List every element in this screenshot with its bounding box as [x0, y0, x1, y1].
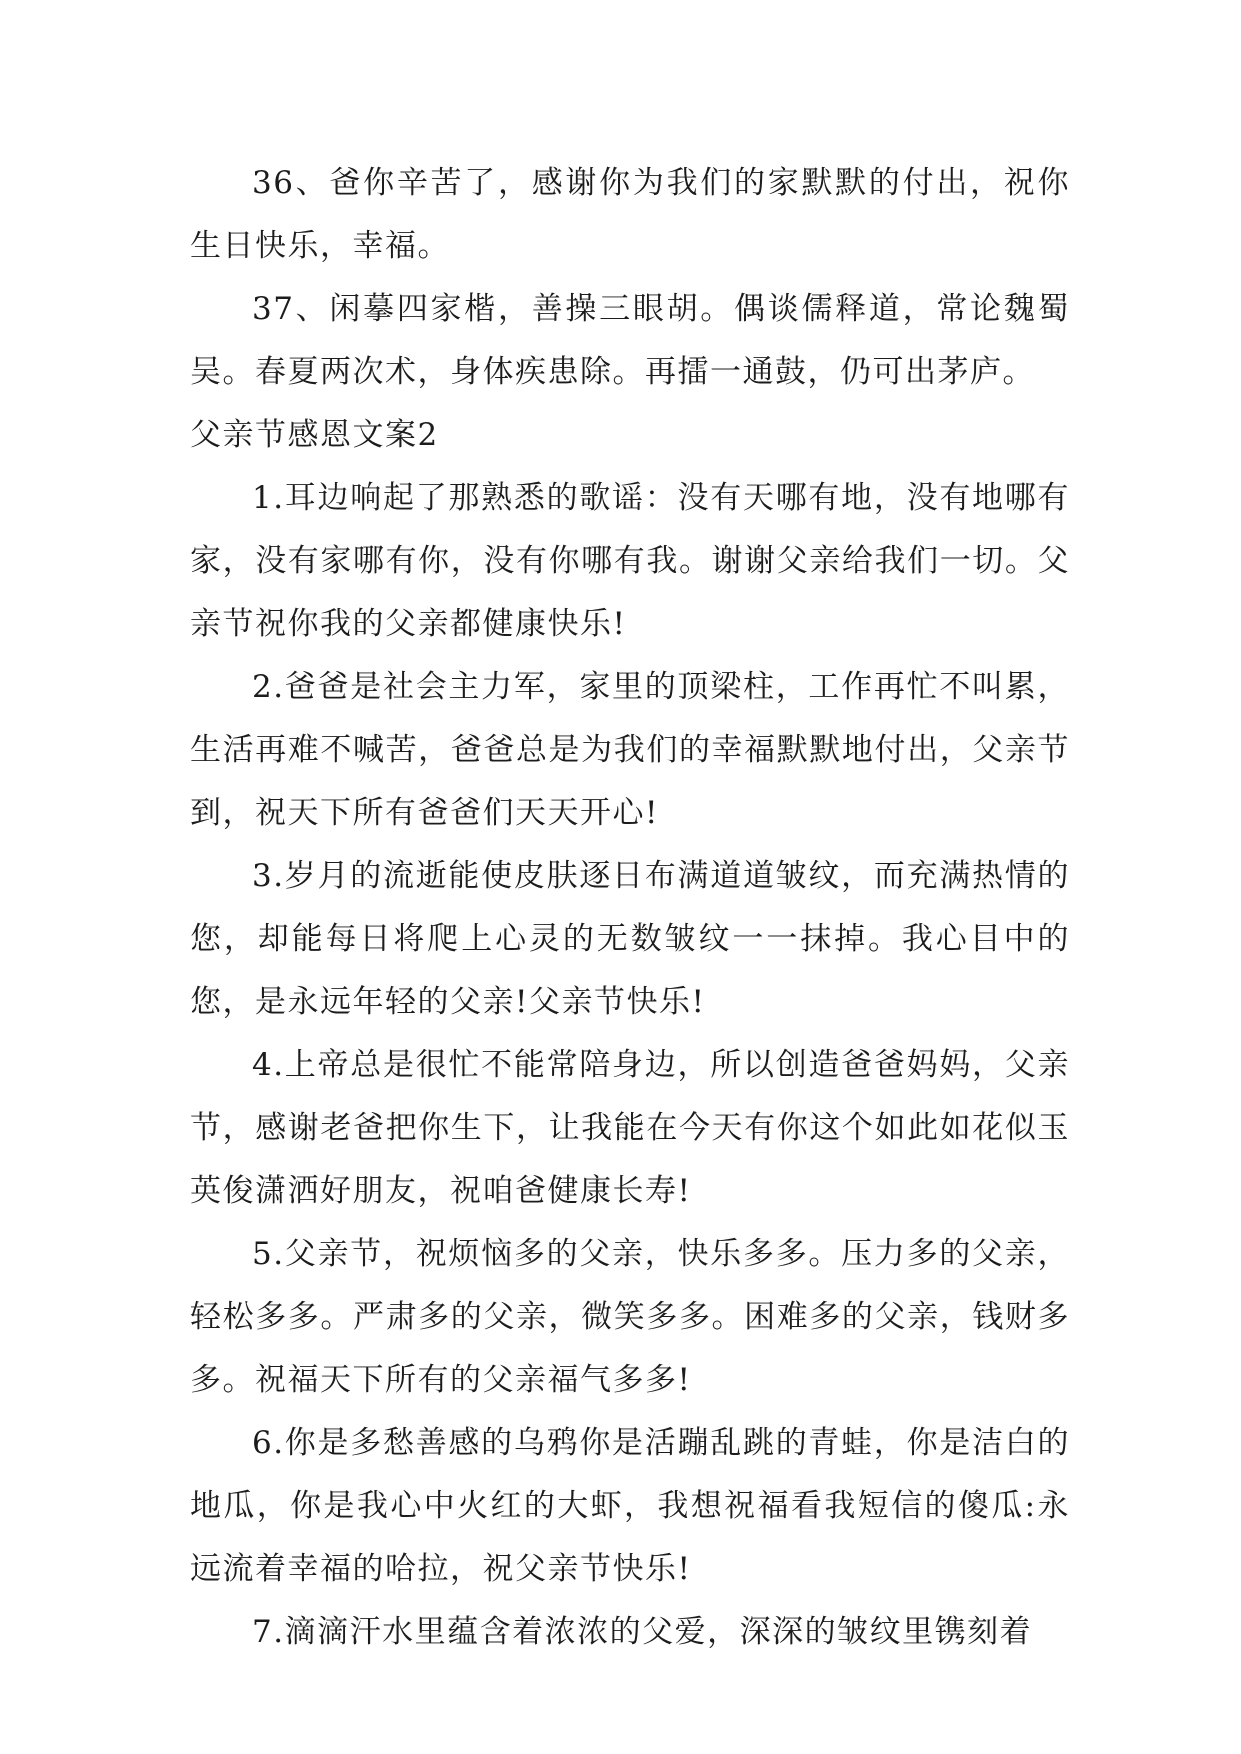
list-item-1: 1.耳边响起了那熟悉的歌谣：没有天哪有地，没有地哪有家，没有家哪有你，没有你哪有我。谢谢父亲给我们一切。父亲节祝你我的父亲都健康快乐!: [190, 480, 1070, 642]
list-item-2: 2.爸爸是社会主力军，家里的顶梁柱，工作再忙不叫累，生活再难不喊苦，爸爸总是为我们的幸福默默地付出，父亲节到，祝天下所有爸爸们天天开心!: [190, 669, 1070, 831]
paragraph-36: 36、爸你辛苦了，感谢你为我们的家默默的付出，祝你生日快乐，幸福。: [190, 165, 1070, 264]
list-item-5: 5.父亲节，祝烦恼多的父亲，快乐多多。压力多的父亲，轻松多多。严肃多的父亲，微笑多多。困难多的父亲，钱财多多。祝福天下所有的父亲福气多多!: [190, 1236, 1070, 1398]
list-item-7: 7.滴滴汗水里蕴含着浓浓的父爱，深深的皱纹里镌刻着: [252, 1614, 1033, 1650]
paragraph-37: 37、闲摹四家楷，善操三眼胡。偶谈儒释道，常论魏蜀吴。春夏两次术，身体疾患除。再擂一通鼓，仍可出茅庐。: [190, 291, 1070, 390]
section-heading: 父亲节感恩文案2: [190, 417, 439, 453]
list-item-4: 4.上帝总是很忙不能常陪身边，所以创造爸爸妈妈，父亲节，感谢老爸把你生下，让我能在今天有你这个如此如花似玉英俊潇洒好朋友，祝咱爸健康长寿!: [190, 1047, 1070, 1209]
document-body: [190, 152, 1070, 1664]
list-item-3: 3.岁月的流逝能使皮肤逐日布满道道皱纹，而充满热情的您，却能每日将爬上心灵的无数皱纹一一抹掉。我心目中的您，是永远年轻的父亲!父亲节快乐!: [190, 858, 1070, 1020]
list-item-6: 6.你是多愁善感的乌鸦你是活蹦乱跳的青蛙，你是洁白的地瓜，你是我心中火红的大虾，我想祝福看我短信的傻瓜:永远流着幸福的哈拉，祝父亲节快乐!: [190, 1425, 1070, 1587]
